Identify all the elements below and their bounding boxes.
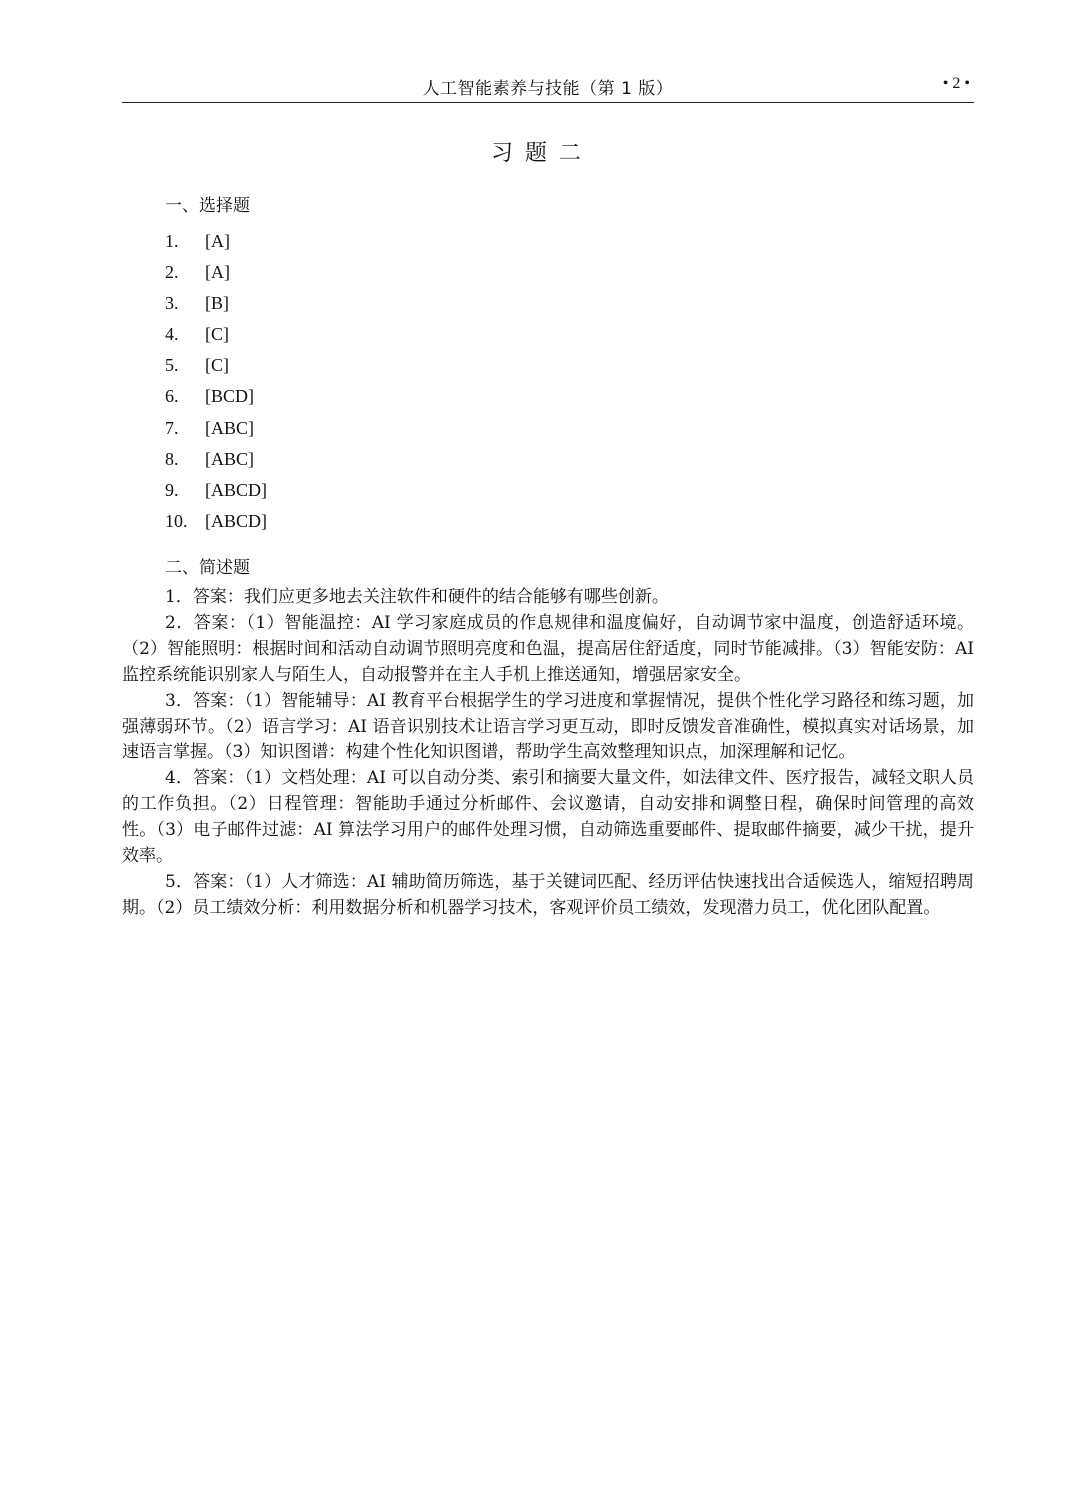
item-number: 8. [165, 448, 179, 469]
page-header [122, 70, 974, 103]
item-answer: [B] [205, 293, 229, 314]
list-item [165, 475, 267, 506]
answer-paragraph: 4．答案：（1）文档处理：AI 可以自动分类、索引和摘要大量文件，如法律文件、医疗报告，减轻文职人员的工作负担。（2）日程管理：智能助手通过分析邮件、会议邀请，自动安排和调整日程，确保时间管理的高效性。（3）电子邮件过滤：AI 算法学习用户的邮件处理习惯，自动筛选重要邮件、提取邮件摘要，减少干扰，提升效率。 [122, 768, 974, 867]
item-answer: [ABCD] [205, 479, 267, 500]
item-answer: [C] [205, 355, 229, 376]
answer-paragraph: 2．答案：（1）智能温控：AI 学习家庭成员的作息规律和温度偏好，自动调节家中温度，创造舒适环境。（2）智能照明：根据时间和活动自动调节照明亮度和色温，提高居住舒适度，同时节能减排。（3）智能安防：AI 监控系统能识别家人与陌生人，自动报警并在主人手机上推送通知，增强居家安全。 [122, 612, 974, 685]
list-item [165, 257, 267, 288]
choice-answer-list [165, 226, 267, 537]
item-number: 7. [165, 417, 179, 438]
list-item [165, 381, 267, 412]
item-number: 5. [165, 355, 179, 376]
list-item [165, 506, 267, 537]
short-answer-list [122, 585, 974, 922]
list-item [165, 413, 267, 444]
item-answer: [BCD] [205, 386, 254, 407]
item-number: 9. [165, 479, 179, 500]
header-title: 人工智能素养与技能（第 1 版） [422, 79, 674, 99]
answer-paragraph: 1．答案：我们应更多地去关注软件和硬件的结合能够有哪些创新。 [165, 587, 669, 607]
item-answer: [ABC] [205, 417, 254, 438]
list-item [165, 226, 267, 257]
item-number: 6. [165, 386, 179, 407]
item-answer: [A] [205, 231, 230, 251]
item-answer: [ABC] [205, 448, 254, 469]
item-number: 2. [165, 262, 179, 283]
answer-paragraph: 5．答案：（1）人才筛选：AI 辅助简历筛选，基于关键词匹配、经历评估快速找出合适候选人，缩短招聘周期。（2）员工绩效分析：利用数据分析和机器学习技术，客观评价员工绩效，发现潜力员工，优化团队配置。 [122, 871, 974, 918]
item-answer: [ABCD] [205, 510, 267, 531]
list-item [165, 444, 267, 475]
list-item [165, 288, 267, 319]
section-heading-short-answer: 二、简述题 [165, 558, 250, 578]
list-item [165, 319, 267, 350]
item-answer: [C] [205, 324, 229, 345]
item-number: 1. [165, 231, 179, 251]
list-item [165, 350, 267, 381]
item-number: 3. [165, 293, 179, 314]
answer-paragraph: 3．答案：（1）智能辅导：AI 教育平台根据学生的学习进度和掌握情况，提供个性化学习路径和练习题，加强薄弱环节。（2）语言学习：AI 语音识别技术让语言学习更互动，即时反馈发音准确性，模拟真实对话场景，加速语言掌握。（3）知识图谱：构建个性化知识图谱，帮助学生高效整理知识点，加深理解和记忆。 [122, 690, 974, 763]
item-answer: [A] [205, 262, 230, 283]
page-number: • 2 • [942, 75, 970, 92]
section-heading-choice: 一、选择题 [165, 196, 250, 216]
item-number: 10. [165, 510, 188, 531]
item-number: 4. [165, 324, 179, 345]
page-title: 习题二 [490, 141, 593, 166]
